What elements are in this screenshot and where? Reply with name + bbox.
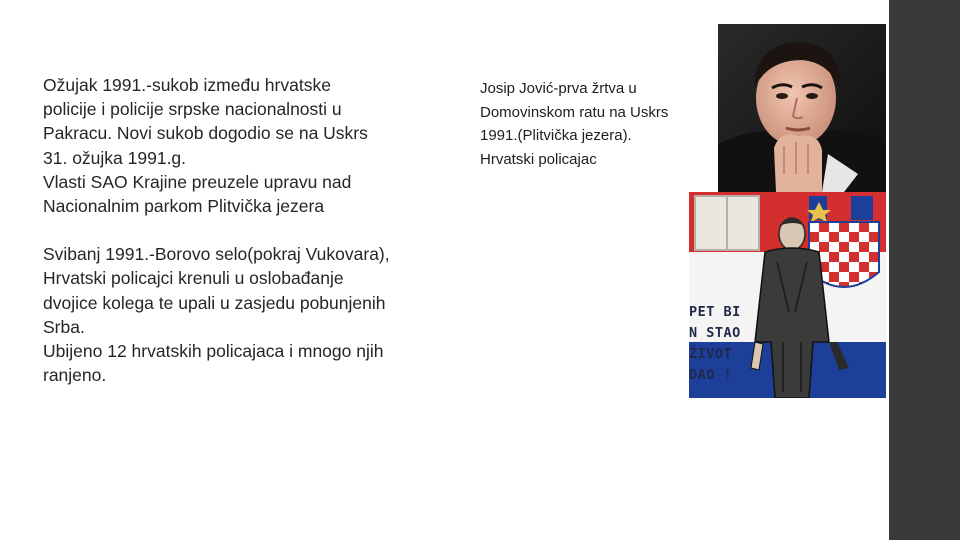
photo-caption [480,77,720,171]
mural-line: ŽIVOT [689,346,733,362]
mural-line: PET BI [689,304,741,320]
mural-photo [689,192,886,398]
text-line: policije i policije srpske nacionalnosti u [43,99,342,120]
mural-line: DAO ! [689,367,733,383]
text-line: Svibanj 1991.-Borovo selo(pokraj Vukovara), [43,244,390,265]
text-line: 31. ožujka 1991.g. [43,147,187,168]
text-line: Vlasti SAO Krajine preuzele upravu nad [43,171,352,192]
body-text [43,73,453,387]
paragraph-may-1991 [43,242,453,387]
text-line: Ubijeno 12 hrvatskih policajaca i mnogo njih [43,341,384,362]
mural-line: N STAO [689,325,741,341]
caption-line: 1991.(Plitvička jezera). [480,127,632,144]
caption-line: Josip Jović-prva žrtva u [480,80,637,97]
text-line: Ožujak 1991.-sukob između hrvatske [43,75,331,95]
portrait-illustration [718,24,886,192]
text-line: Hrvatski policajci krenuli u oslobađanje [43,268,344,289]
text-line: Pakracu. Novi sukob dogodio se na Uskrs [43,123,368,144]
text-line: Srba. [43,316,85,337]
text-line: ranjeno. [43,365,107,386]
caption-line: Domovinskom ratu na Uskrs [480,103,669,121]
mural-text [689,302,749,386]
paragraph-march-1991 [43,73,453,218]
portrait-photo [718,24,886,192]
caption-line: Hrvatski policajac [480,150,597,168]
text-line: Nacionalnim parkom Plitvička jezera [43,196,325,217]
text-line: dvojice kolega te upali u zasjedu pobunjenih [43,292,386,313]
sidebar-strip [889,0,960,540]
